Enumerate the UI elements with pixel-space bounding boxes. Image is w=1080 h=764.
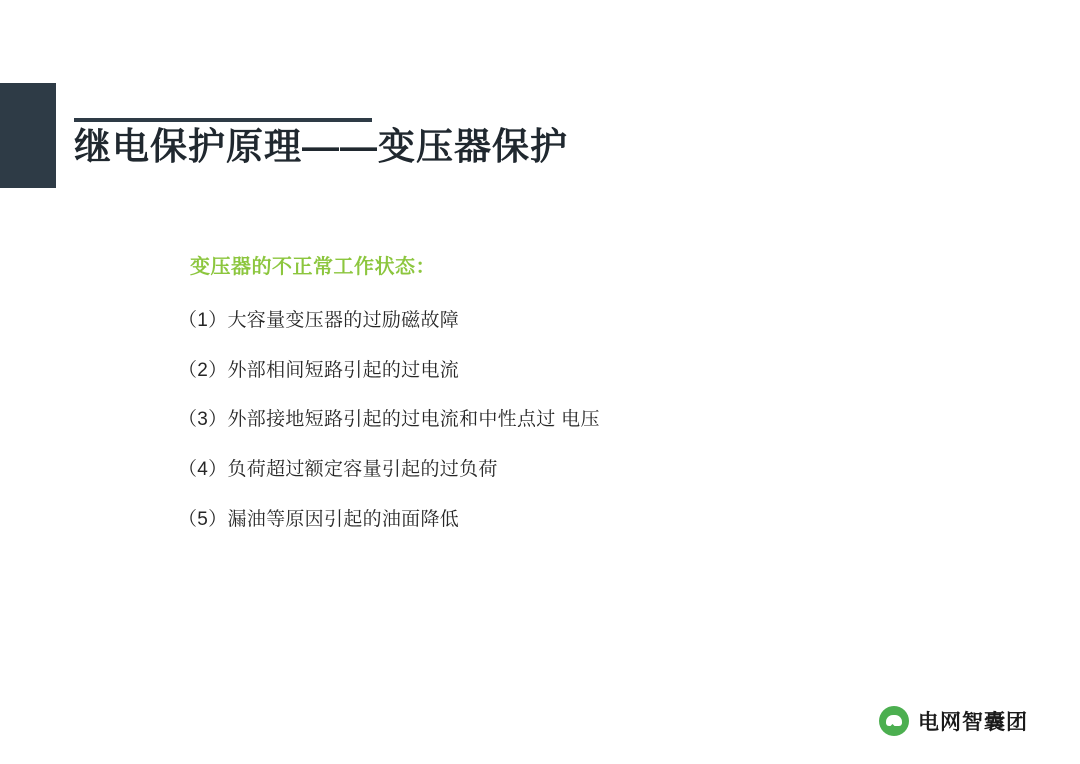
slide-content bbox=[178, 250, 938, 557]
list-item: （1）大容量变压器的过励磁故障 bbox=[178, 310, 460, 331]
list-item: （5）漏油等原因引起的油面降低 bbox=[178, 508, 460, 530]
page-title: 继电保护原理——变压器保护 bbox=[74, 126, 568, 167]
watermark bbox=[879, 706, 1028, 736]
wechat-logo-icon bbox=[879, 706, 909, 736]
title-accent-block bbox=[0, 83, 56, 188]
section-subheading: 变压器的不正常工作状态： bbox=[190, 256, 436, 278]
list-item: （2）外部相间短路引起的过电流 bbox=[178, 359, 460, 381]
title-underline-rule bbox=[74, 118, 372, 122]
list-item: （4）负荷超过额定容量引起的过负荷 bbox=[178, 459, 498, 481]
watermark-label: 电网智囊团 bbox=[918, 711, 1028, 734]
list-item: （3）外部接地短路引起的过电流和中性点过 电压 bbox=[178, 409, 600, 431]
